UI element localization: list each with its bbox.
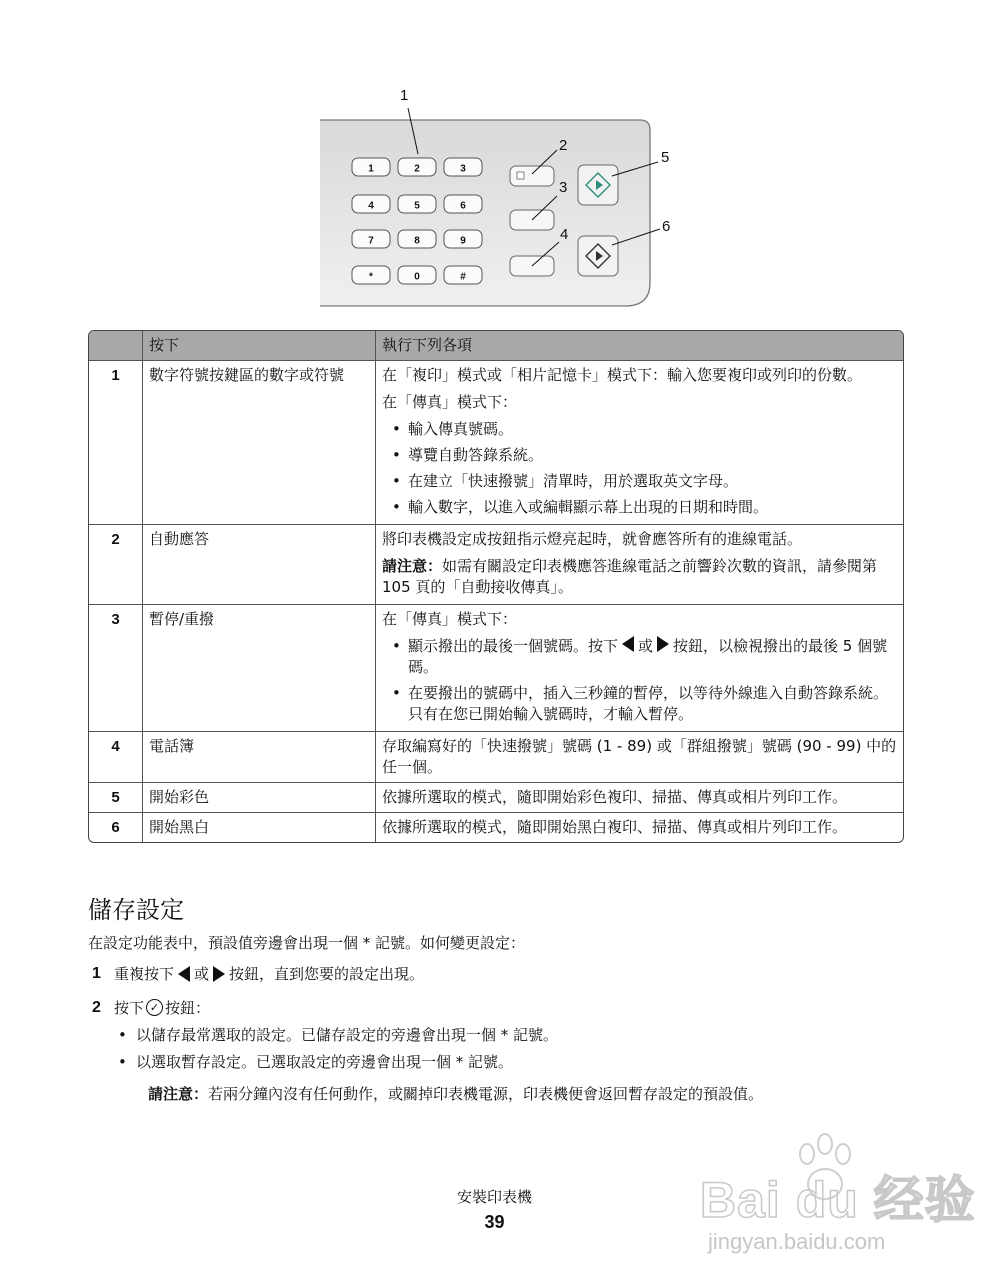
left-arrow-icon (622, 636, 634, 652)
footer-title: 安裝印表機 (456, 1188, 532, 1206)
row-action: 存取編寫好的「快速撥號」號碼 (1 - 89) 或「群組撥號」號碼 (90 - 99) 中的任一個。 (375, 732, 903, 782)
action-text: 在「傳真」模式下： (382, 610, 518, 628)
right-arrow-icon (213, 966, 225, 982)
list-item: • 以儲存最常選取的設定。已儲存設定的旁邊會出現一個 * 記號。 (118, 1026, 559, 1044)
bullet-item: • 輸入數字，以進入或編輯顯示幕上出現的日期和時間。 (392, 498, 769, 516)
bullet-item: • 導覽自動答錄系統。 (392, 446, 544, 464)
row-num: 5 (111, 789, 120, 806)
keypad-key-label: 1 (368, 163, 374, 175)
keypad-key-label: # (460, 271, 466, 283)
bullet-icon: • (392, 684, 401, 702)
bullet-icon: • (392, 472, 401, 490)
bullet-item: • 在建立「快速撥號」清單時，用於選取英文字母。 (392, 472, 739, 490)
note-text: 請注意：如需有關設定印表機應答進線電話之前響鈴次數的資訊，請參閱第 105 頁的「自動接收傳真」。 (382, 557, 878, 596)
step-1: 1 重複按下 或 按鈕，直到您要的設定出現。 (92, 964, 425, 983)
table-row (89, 731, 903, 782)
indicator-light-icon (517, 172, 524, 179)
table-header-row (89, 331, 903, 360)
right-arrow-icon (657, 636, 669, 652)
table-row (89, 524, 903, 604)
keypad-key-label: 4 (368, 200, 374, 212)
row-action: 依據所選取的模式，隨即開始黑白複印、掃描、傳真或相片列印工作。 (375, 813, 903, 842)
action-text: 將印表機設定成按鈕指示燈亮起時，就會應答所有的進線電話。 (382, 530, 803, 548)
bullet-item: • 顯示撥出的最後一個號碼。按下 或 按鈕，以檢視撥出的最後 5 個號碼。 (392, 637, 888, 676)
bullet-icon: • (392, 498, 401, 516)
control-panel-figure (300, 78, 700, 318)
row-press: 數字符號按鍵區的數字或符號 (142, 361, 375, 524)
row-action (375, 605, 903, 731)
row-action (375, 525, 903, 604)
callout-2: 2 (559, 137, 568, 154)
row-num: 2 (111, 531, 120, 548)
callout-6: 6 (662, 218, 671, 235)
header-num (89, 331, 142, 360)
control-panel-illustration (300, 78, 700, 318)
keypad-key-label: * (369, 271, 373, 283)
page-number: 39 (484, 1212, 505, 1232)
row-action (375, 361, 903, 524)
bullet-item: • 輸入傳真號碼。 (392, 420, 514, 438)
keypad-key-label: 5 (414, 200, 420, 212)
action-text: 在「傳真」模式下： (382, 393, 518, 411)
bullet-icon: • (392, 420, 401, 438)
row-press: 自動應答 (142, 525, 375, 604)
callout-1: 1 (400, 87, 409, 104)
keypad-key-label: 3 (460, 163, 466, 175)
section-title: 儲存設定 (88, 896, 184, 924)
select-check-icon: ✓ (146, 999, 163, 1016)
row-press: 開始彩色 (142, 783, 375, 812)
keypad-key-label: 2 (414, 163, 420, 175)
step-number: 2 (92, 998, 101, 1016)
table-row (89, 782, 903, 812)
row-num: 3 (111, 611, 120, 628)
row-press: 開始黑白 (142, 813, 375, 842)
table-row (89, 604, 903, 731)
list-item: • 以選取暫存設定。已選取設定的旁邊會出現一個 * 記號。 (118, 1053, 514, 1071)
bullet-icon: • (118, 1053, 127, 1071)
row-press: 電話簿 (142, 732, 375, 782)
row-action: 依據所選取的模式，隨即開始彩色複印、掃描、傳真或相片列印工作。 (375, 783, 903, 812)
callout-3: 3 (559, 179, 568, 196)
step-2: 2 按下 ✓ 按鈕： (92, 998, 211, 1017)
row-num: 4 (111, 738, 120, 755)
callout-5: 5 (661, 149, 670, 166)
table-row (89, 360, 903, 524)
auto-answer-button (510, 166, 554, 186)
section-intro: 在設定功能表中，預設值旁邊會出現一個 * 記號。如何變更設定： (88, 934, 526, 952)
keypad-key-label: 8 (414, 235, 420, 247)
button-function-table (88, 330, 904, 843)
keypad-key-label: 7 (368, 235, 374, 247)
bullet-icon: • (118, 1026, 127, 1044)
step-number: 1 (92, 964, 101, 982)
row-press: 暫停/重撥 (142, 605, 375, 731)
action-text: 在「複印」模式或「相片記憶卡」模式下：輸入您要複印或列印的份數。 (382, 366, 863, 384)
watermark-url: jingyan.baidu.com (708, 1229, 886, 1254)
bullet-item: • 在要撥出的號碼中，插入三秒鐘的暫停，以等待外線進入自動答錄系統。只有在您已開始輸入號碼時，才輸入暫停。 (392, 684, 889, 723)
keypad-key-label: 6 (460, 200, 466, 212)
row-num: 1 (111, 367, 120, 384)
left-arrow-icon (178, 966, 190, 982)
keypad-key-label: 0 (414, 271, 420, 283)
row-num: 6 (111, 819, 120, 836)
baidu-watermark (700, 1132, 980, 1262)
note: 請注意：若兩分鐘內沒有任何動作，或關掉印表機電源，印表機便會返回暫存設定的預設值。 (148, 1085, 764, 1103)
bullet-icon: • (392, 637, 401, 655)
keypad-key-label: 9 (460, 235, 466, 247)
bullet-icon: • (392, 446, 401, 464)
header-action: 執行下列各項 (375, 331, 903, 360)
header-press: 按下 (142, 331, 375, 360)
table-row (89, 812, 903, 842)
watermark-brand: Bai du 经验 (700, 1172, 976, 1228)
callout-4: 4 (560, 226, 569, 243)
